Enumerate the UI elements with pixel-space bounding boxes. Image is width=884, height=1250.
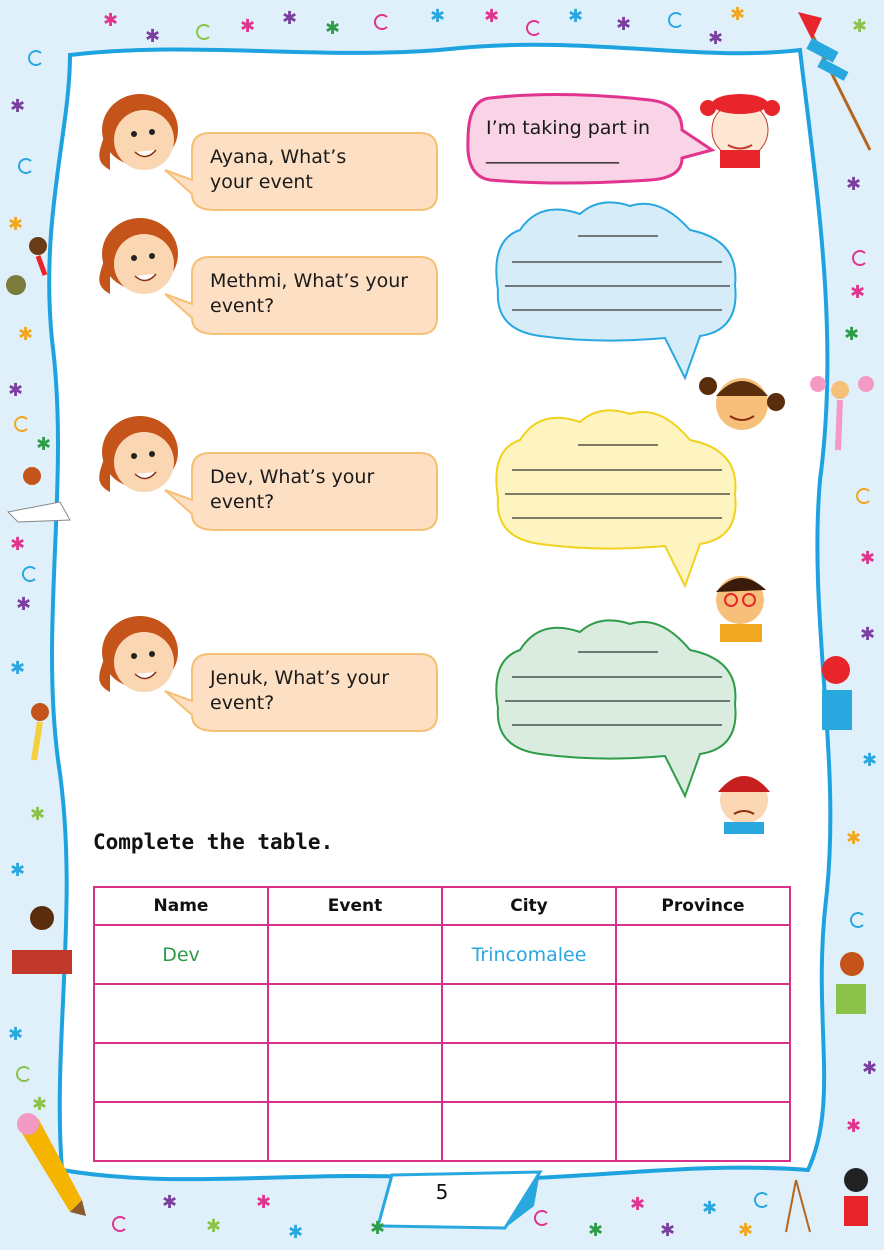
table-row — [94, 1102, 790, 1161]
star-icon: ✱ — [860, 624, 876, 645]
question-text-jenuk: Jenuk, What’s your event? — [210, 667, 390, 714]
page-number: 5 — [435, 1180, 449, 1204]
cell-name[interactable] — [94, 984, 268, 1043]
cell-name[interactable] — [94, 1102, 268, 1161]
kid-figure-right-3 — [836, 952, 866, 1014]
spiral-icon — [112, 1216, 128, 1232]
cell-event[interactable] — [268, 1043, 442, 1102]
star-icon: ✱ — [32, 1094, 48, 1115]
header-event: Event — [268, 887, 442, 925]
star-icon: ✱ — [846, 828, 862, 849]
events-table — [93, 886, 791, 1162]
star-icon: ✱ — [240, 16, 256, 37]
star-icon: ✱ — [206, 1216, 222, 1237]
star-icon: ✱ — [630, 1194, 646, 1215]
cell-city[interactable] — [442, 1102, 616, 1161]
kid-figure-left-1 — [6, 237, 47, 295]
kid-figure-right-2 — [822, 656, 852, 730]
cell-event[interactable] — [268, 925, 442, 984]
spiral-icon — [22, 566, 38, 582]
question-text-dev: Dev, What’s your event? — [210, 466, 375, 513]
spiral-icon — [754, 1192, 770, 1208]
star-icon: ✱ — [862, 750, 878, 771]
star-icon: ✱ — [730, 4, 746, 25]
spiral-icon — [18, 158, 34, 174]
table-row — [94, 1043, 790, 1102]
cell-province[interactable] — [616, 925, 790, 984]
spiral-icon — [16, 1066, 32, 1082]
star-icon: ✱ — [145, 26, 161, 47]
star-icon: ✱ — [738, 1220, 754, 1241]
kid-figure-left-4 — [12, 906, 72, 974]
spiral-icon — [534, 1210, 550, 1226]
spiral-icon — [14, 416, 30, 432]
star-icon: ✱ — [588, 1220, 604, 1241]
star-icon: ✱ — [18, 324, 34, 345]
child-face-red-hair — [718, 776, 770, 834]
star-icon: ✱ — [282, 8, 298, 29]
table-row — [94, 984, 790, 1043]
star-icon: ✱ — [616, 14, 632, 35]
star-icon: ✱ — [484, 6, 500, 27]
star-icon: ✱ — [660, 1220, 676, 1241]
star-icon: ✱ — [850, 282, 866, 303]
star-icon: ✱ — [844, 324, 860, 345]
star-icon: ✱ — [860, 548, 876, 569]
star-icon: ✱ — [36, 434, 52, 455]
star-icon: ✱ — [8, 1024, 24, 1045]
spiral-icon — [374, 14, 390, 30]
star-icon: ✱ — [30, 804, 46, 825]
star-icon: ✱ — [708, 28, 724, 49]
spiral-icon — [856, 488, 872, 504]
cell-province[interactable] — [616, 1102, 790, 1161]
star-icon: ✱ — [8, 214, 24, 235]
cell-province[interactable] — [616, 984, 790, 1043]
star-icon: ✱ — [16, 594, 32, 615]
cell-city[interactable] — [442, 984, 616, 1043]
star-icon: ✱ — [325, 18, 341, 39]
instruction-heading: Complete the table. — [93, 830, 334, 854]
star-icon: ✱ — [568, 6, 584, 27]
spiral-icon — [850, 912, 866, 928]
question-text-methmi: Methmi, What’s your event? — [210, 270, 409, 317]
header-city: City — [442, 887, 616, 925]
star-icon: ✱ — [256, 1192, 272, 1213]
star-icon: ✱ — [10, 96, 26, 117]
star-icon: ✱ — [862, 1058, 878, 1079]
star-icon: ✱ — [288, 1222, 304, 1243]
cell-name[interactable] — [94, 1043, 268, 1102]
star-icon: ✱ — [846, 174, 862, 195]
kid-figure-right-4 — [786, 1168, 868, 1232]
answer-example-text: I’m taking part in ______________ — [486, 117, 651, 164]
star-icon: ✱ — [8, 380, 24, 401]
child-face-glasses — [716, 576, 766, 642]
star-icon: ✱ — [103, 10, 119, 31]
star-icon: ✱ — [10, 534, 26, 555]
star-icon: ✱ — [852, 16, 868, 37]
spiral-icon — [852, 250, 868, 266]
spiral-icon — [28, 50, 44, 66]
cell-name[interactable]: Dev — [94, 925, 268, 984]
star-icon: ✱ — [370, 1218, 386, 1239]
kid-figure-left-3 — [31, 703, 49, 760]
cell-city[interactable] — [442, 1043, 616, 1102]
star-icon: ✱ — [10, 658, 26, 679]
table-header-row — [94, 887, 790, 925]
spiral-icon — [668, 12, 684, 28]
cell-province[interactable] — [616, 1043, 790, 1102]
spiral-icon — [526, 20, 542, 36]
star-icon: ✱ — [162, 1192, 178, 1213]
star-icon: ✱ — [10, 860, 26, 881]
cell-city[interactable]: Trincomalee — [442, 925, 616, 984]
question-text-ayana: Ayana, What’s your event — [210, 146, 347, 193]
star-icon: ✱ — [430, 6, 446, 27]
header-province: Province — [616, 887, 790, 925]
header-name: Name — [94, 887, 268, 925]
spiral-icon — [196, 24, 212, 40]
star-icon: ✱ — [702, 1198, 718, 1219]
table-row — [94, 925, 790, 984]
cell-event[interactable] — [268, 984, 442, 1043]
star-icon: ✱ — [846, 1116, 862, 1137]
cell-event[interactable] — [268, 1102, 442, 1161]
